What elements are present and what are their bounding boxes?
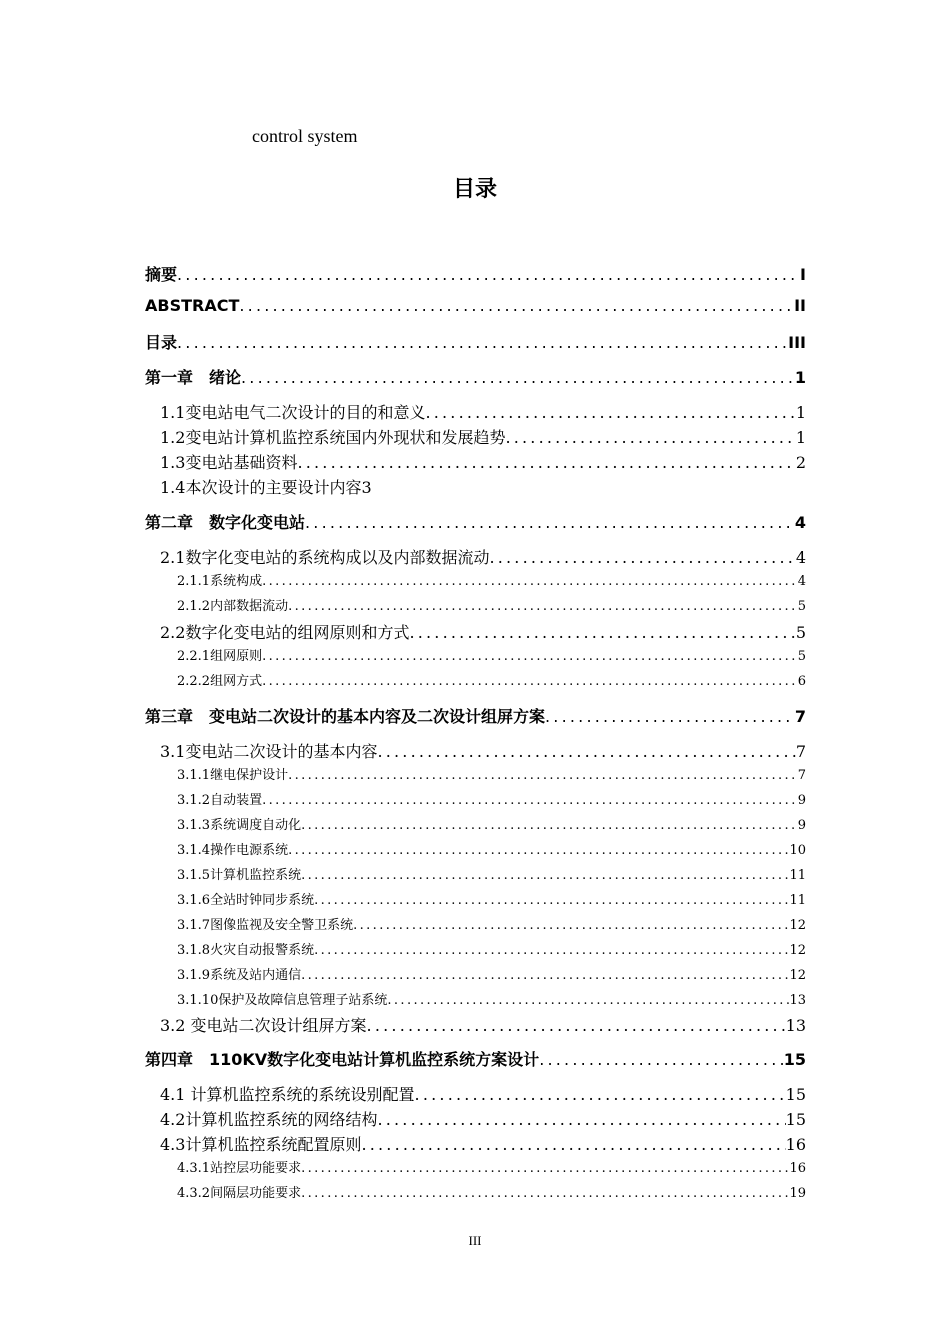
toc-entry-label: 2.1数字化变电站的系统构成以及内部数据流动 [160, 548, 490, 567]
toc-entry[interactable] [177, 839, 806, 858]
toc-entry-page: 7 [795, 742, 806, 761]
toc-dot-leader [367, 1016, 786, 1035]
toc-dot-leader [241, 368, 795, 387]
toc-entry-label: 2.2.1组网原则 [177, 649, 263, 664]
toc-dot-leader [377, 742, 795, 761]
toc-entry-page: 5 [797, 599, 806, 614]
toc-entry-page: 13 [785, 1016, 806, 1035]
toc-entry[interactable] [177, 570, 806, 589]
toc-entry[interactable] [160, 739, 806, 762]
toc-dot-leader [301, 1186, 789, 1201]
toc-entry-label: 3.1.7图像监视及安全警卫系统 [177, 918, 354, 933]
carryover-text: control system [252, 126, 358, 146]
toc-dot-leader [387, 993, 789, 1008]
toc-entry[interactable] [145, 510, 806, 533]
toc-entry-page: 7 [794, 707, 806, 726]
toc-entry-page: 4 [794, 513, 806, 532]
toc-entry-page: 4 [797, 574, 806, 589]
toc-entry-page: 1 [794, 368, 806, 387]
toc-entry-label: 3.1.9系统及站内通信 [177, 968, 302, 983]
toc-dot-leader [288, 599, 798, 614]
toc-dot-leader [177, 333, 788, 352]
toc-entry-label: 3.1变电站二次设计的基本内容 [160, 742, 378, 761]
toc-entry-page: 9 [797, 818, 806, 833]
toc-entry-label: 第二章 数字化变电站 [145, 513, 306, 532]
toc-entry[interactable] [177, 1157, 806, 1176]
toc-entry-label: 3.1.2自动装置 [177, 793, 263, 808]
toc-entry-page: 15 [783, 1050, 806, 1069]
toc-dot-leader [415, 1085, 786, 1104]
toc-entry-label: 3.1.3系统调度自动化 [177, 818, 302, 833]
toc-entry-label: 2.2.2组网方式 [177, 674, 263, 689]
toc-entry[interactable] [145, 330, 806, 353]
toc-entry-page: 5 [795, 623, 806, 642]
toc-entry[interactable] [177, 670, 806, 689]
toc-dot-leader [409, 623, 795, 642]
toc-dot-leader [262, 793, 798, 808]
toc-dot-leader [262, 649, 798, 664]
toc-dot-leader [301, 868, 789, 883]
toc-entry-page: I [800, 265, 806, 284]
toc-entry-label: 第四章 110KV数字化变电站计算机监控系统方案设计 [145, 1050, 540, 1069]
toc-entry-label: 1.4本次设计的主要设计内容3 [160, 478, 372, 497]
toc-entry-label: 目录 [145, 333, 178, 352]
toc-entry[interactable] [160, 475, 806, 498]
toc-entry-page: 4 [795, 548, 806, 567]
toc-entry[interactable] [160, 450, 806, 473]
toc-entry-page: 6 [797, 674, 806, 689]
toc-entry[interactable] [177, 864, 806, 883]
toc-entry[interactable] [145, 296, 806, 315]
toc-entry[interactable] [160, 1132, 806, 1155]
toc-entry-page: 15 [785, 1110, 806, 1129]
toc-entry[interactable] [177, 889, 806, 908]
toc-entry-page: 9 [797, 793, 806, 808]
toc-entry-label: 3.1.5计算机监控系统 [177, 868, 302, 883]
toc-entry-label: 第三章 变电站二次设计的基本内容及二次设计组屏方案 [145, 707, 546, 726]
toc-entry-page: 11 [789, 868, 806, 883]
toc-dot-leader [305, 513, 795, 532]
toc-entry-label: 2.1.1系统构成 [177, 574, 263, 589]
toc-entry-label: 1.2变电站计算机监控系统国内外现状和发展趋势 [160, 428, 506, 447]
toc-entry-label: 第一章 绪论 [145, 368, 242, 387]
toc-dot-leader [177, 265, 800, 284]
toc-entry[interactable] [177, 814, 806, 833]
toc-dot-leader [377, 1110, 785, 1129]
toc-entry-page: II [794, 296, 806, 315]
toc-dot-leader [314, 893, 789, 908]
toc-dot-leader [314, 943, 789, 958]
toc-entry[interactable] [145, 1047, 806, 1070]
toc-entry-label: 4.2计算机监控系统的网络结构 [160, 1110, 378, 1129]
toc-entry[interactable] [145, 262, 806, 285]
toc-dot-leader [301, 968, 789, 983]
toc-entry[interactable] [177, 939, 806, 958]
toc-dot-leader [301, 818, 798, 833]
toc-entry[interactable] [177, 595, 806, 614]
toc-entry-page: 5 [797, 649, 806, 664]
toc-dot-leader [288, 768, 798, 783]
toc-entry[interactable] [177, 645, 806, 664]
toc-entry[interactable] [177, 989, 806, 1008]
page-number: III [468, 1233, 482, 1248]
toc-dot-leader [262, 574, 798, 589]
toc-dot-leader [505, 428, 795, 447]
toc-dot-leader [262, 674, 798, 689]
toc-entry[interactable] [160, 620, 806, 643]
toc-entry-label: 4.1 计算机监控系统的系统设别配置 [160, 1085, 415, 1104]
toc-entry[interactable] [160, 400, 806, 423]
toc-entry[interactable] [160, 1013, 806, 1036]
toc-dot-leader [545, 707, 795, 726]
toc-entry[interactable] [160, 545, 806, 568]
toc-entry-label: 3.2 变电站二次设计组屏方案 [160, 1016, 367, 1035]
toc-entry-page: 16 [789, 1161, 806, 1176]
toc-entry[interactable] [160, 1107, 806, 1130]
toc-entry-label: 4.3.2间隔层功能要求 [177, 1186, 302, 1201]
toc-entry-page: 2 [795, 453, 806, 472]
toc-dot-leader [297, 453, 795, 472]
toc-dot-leader [353, 918, 789, 933]
toc-entry-label: 2.1.2内部数据流动 [177, 599, 289, 614]
toc-entry-page: 1 [795, 403, 806, 422]
toc-entry-page: 13 [789, 993, 806, 1008]
toc-entry-page: 10 [789, 843, 806, 858]
toc-entry-label: 1.1变电站电气二次设计的目的和意义 [160, 403, 426, 422]
toc-entry[interactable] [177, 914, 806, 933]
toc-entry-page: 16 [785, 1135, 806, 1154]
toc-entry-page: 12 [789, 918, 806, 933]
toc-entry[interactable] [177, 964, 806, 983]
toc-entry-page: 12 [789, 943, 806, 958]
toc-entry-label: 摘要 [145, 265, 178, 284]
toc-dot-leader [288, 843, 789, 858]
toc-entry[interactable] [177, 764, 806, 783]
toc-dot-leader [539, 1050, 784, 1069]
toc-entry-page: 12 [789, 968, 806, 983]
toc-dot-leader [239, 296, 794, 315]
toc-entry-page: 11 [789, 893, 806, 908]
toc-entry-page: 7 [797, 768, 806, 783]
toc-entry-page: III [788, 333, 806, 352]
toc-entry-label: 3.1.8火灾自动报警系统 [177, 943, 315, 958]
toc-entry[interactable] [177, 789, 806, 808]
toc-entry-label: 2.2数字化变电站的组网原则和方式 [160, 623, 410, 642]
toc-entry-label: 4.3.1站控层功能要求 [177, 1161, 302, 1176]
toc-dot-leader [361, 1135, 785, 1154]
toc-entry-page: 15 [785, 1085, 806, 1104]
toc-entry-page: 1 [795, 428, 806, 447]
toc-entry[interactable] [145, 365, 806, 388]
toc-entry-label: 3.1.1继电保护设计 [177, 768, 289, 783]
toc-title: 目录 [452, 177, 497, 202]
toc-dot-leader [301, 1161, 789, 1176]
toc-entry-label: ABSTRACT [145, 296, 240, 315]
toc-entry[interactable] [160, 1082, 806, 1105]
toc-entry[interactable] [160, 425, 806, 448]
toc-entry[interactable] [145, 704, 806, 727]
toc-dot-leader [425, 403, 795, 422]
toc-entry-label: 4.3计算机监控系统配置原则 [160, 1135, 362, 1154]
toc-dot-leader [489, 548, 795, 567]
toc-entry-label: 3.1.10保护及故障信息管理子站系统 [177, 993, 388, 1008]
toc-entry[interactable] [177, 1182, 806, 1201]
toc-entry-label: 3.1.6全站时钟同步系统 [177, 893, 315, 908]
toc-entry-page: 19 [789, 1186, 806, 1201]
toc-entry-label: 3.1.4操作电源系统 [177, 843, 289, 858]
toc-entry-label: 1.3变电站基础资料 [160, 453, 298, 472]
